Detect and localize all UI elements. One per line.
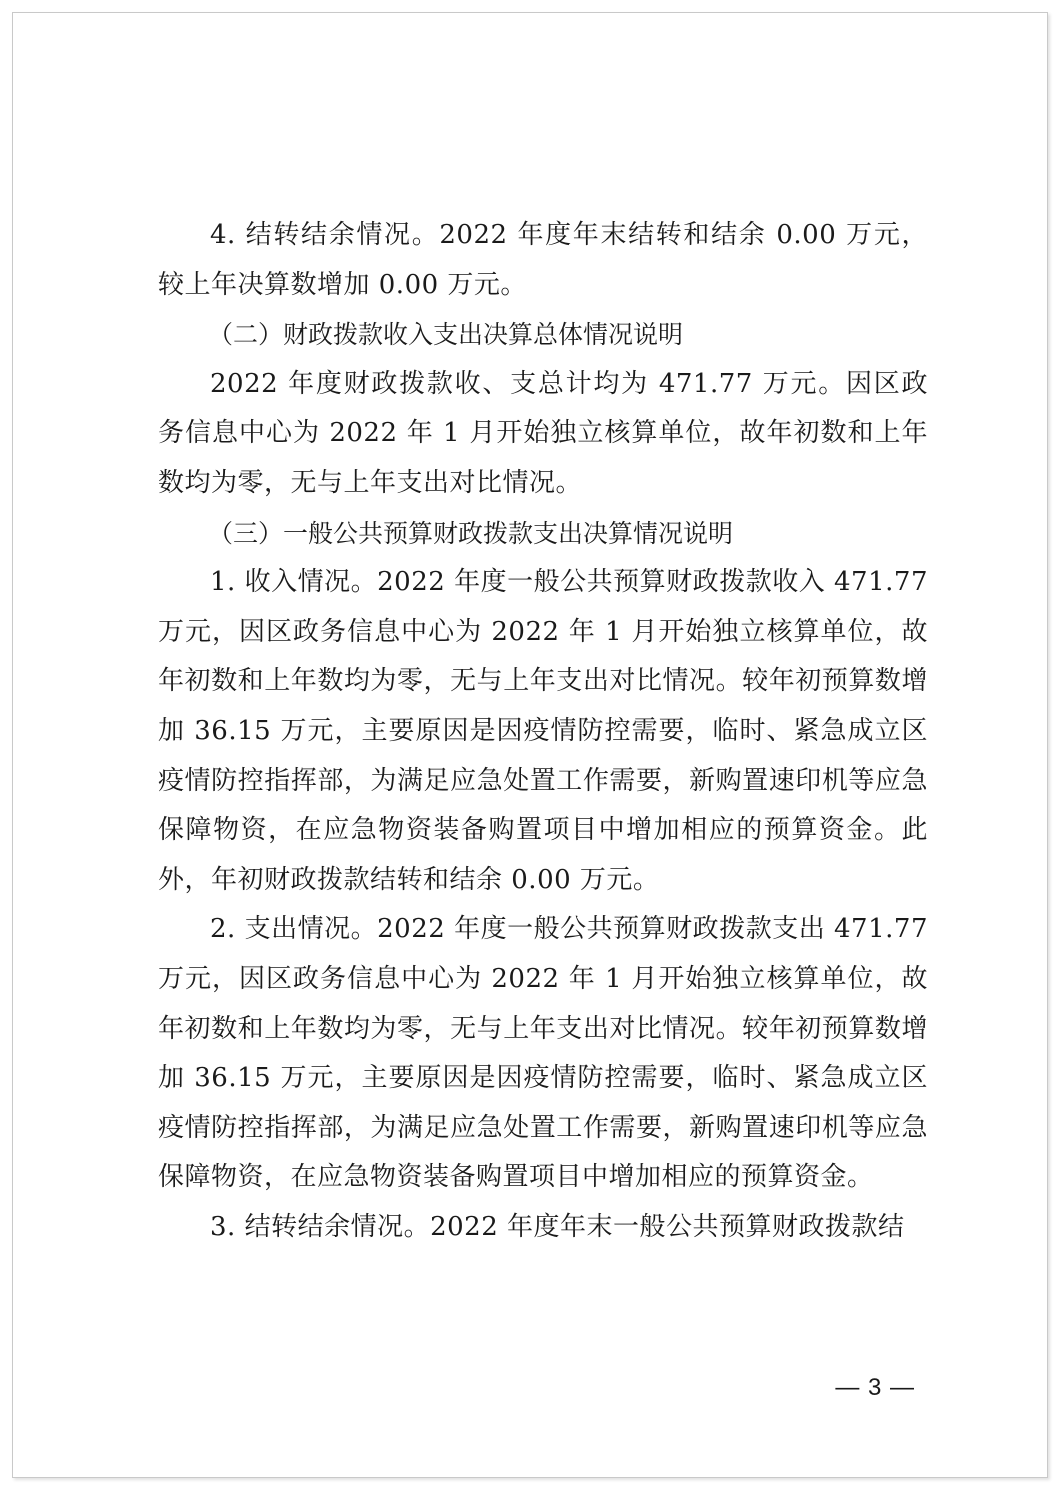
document-page [12,12,1048,1478]
paragraph-carryover-general: 3. 结转结余情况。2022 年度年末一般公共预算财政拨款结 [210,1211,905,1242]
paragraph-carryover-balance: 4. 结转结余情况。2022 年度年末结转和结余 0.00 万元，较上年决算数增加 0.00 万元。 [158,220,928,300]
page-body [158,211,928,1252]
paragraph-income: 1. 收入情况。2022 年度一般公共预算财政拨款收入 471.77 万元，因区政务信息中心为 2022 年 1 月开始独立核算单位，故年初数和上年数均为零，无与上年支出对比情况。较年初预算数增加 36.15 万元，主要原因是因疫情防控需要，临时、紧急成立区疫情防控指挥部，为满足应急处置工作需要，新购置速印机等应急保障物资，在应急物资装备购置项目中增加相应的预算资金。此外，年初财政拨款结转和结余 0.00 万元。 [158,567,928,895]
paragraph-expenditure: 2. 支出情况。2022 年度一般公共预算财政拨款支出 471.77 万元，因区政务信息中心为 2022 年 1 月开始独立核算单位，故年初数和上年数均为零，无与上年支出对比情况。较年初预算数增加 36.15 万元，主要原因是因疫情防控需要，临时、紧急成立区疫情防控指挥部，为满足应急处置工作需要，新购置速印机等应急保障物资，在应急物资装备购置项目中增加相应的预算资金。 [158,914,928,1193]
section-heading-2: （二）财政拨款收入支出决算总体情况说明 [208,320,684,350]
section-heading-3: （三）一般公共预算财政拨款支出决算情况说明 [208,518,734,548]
page-number: — 3 — [835,1374,915,1401]
paragraph-fiscal-overview: 2022 年度财政拨款收、支总计均为 471.77 万元。因区政务信息中心为 2022 年 1 月开始独立核算单位，故年初数和上年数均为零，无与上年支出对比情况。 [158,368,928,498]
